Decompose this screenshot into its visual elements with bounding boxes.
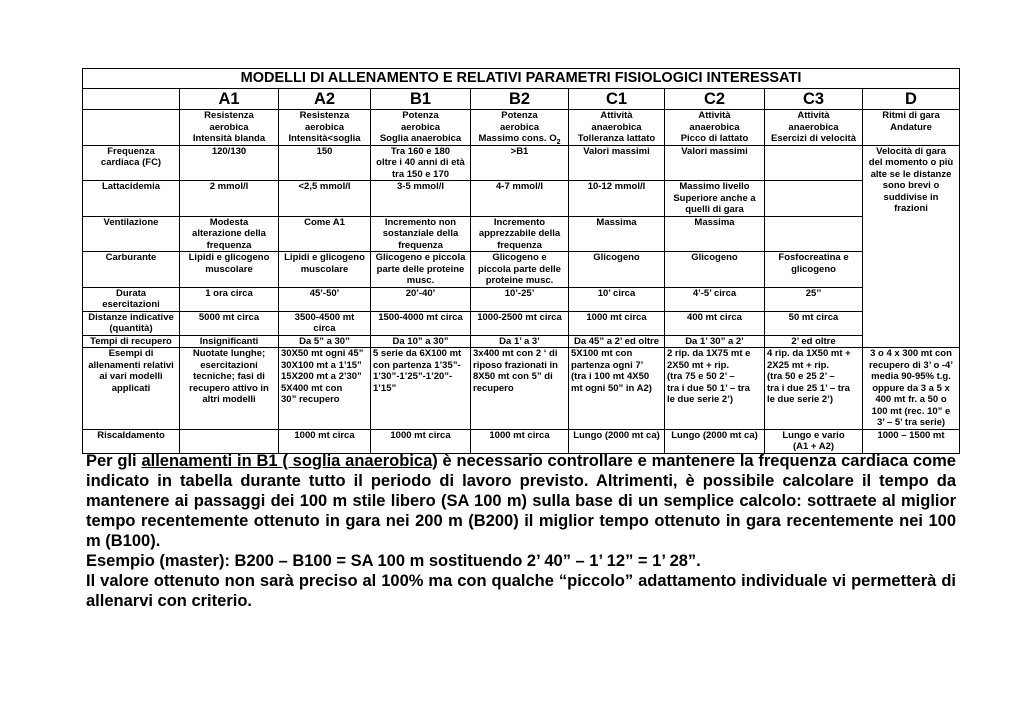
model-code-d: D (863, 89, 960, 110)
model-descriptor-c2: Attività anaerobica Picco di lattato (665, 110, 765, 146)
table-cell: 1000-2500 mt circa (471, 311, 569, 335)
table-cell: 5000 mt circa (180, 311, 279, 335)
row-label: Frequenza cardiaca (FC) (83, 145, 180, 181)
model-code-c1: C1 (569, 89, 665, 110)
table-cell: <2,5 mmol/l (279, 181, 371, 217)
table-cell (765, 181, 863, 217)
table-cell: Da 10” a 30” (371, 335, 471, 348)
warmup-cell: Lungo (2000 mt ca) (665, 429, 765, 453)
table-cell: 150 (279, 145, 371, 181)
table-cell: 20’-40’ (371, 287, 471, 311)
underlined-phrase: allenamenti in B1 ( soglia anaerobica) (141, 452, 438, 470)
example-cell: 3x400 mt con 2 ‘ di riposo frazionati in 8X50 mt con 5” di recupero (471, 348, 569, 430)
row-label: Carburante (83, 252, 180, 288)
model-descriptor-a2: Resistenza aerobica Intensità<soglia (279, 110, 371, 146)
model-code-b1: B1 (371, 89, 471, 110)
model-descriptor-b2: Potenza aerobica Massimo cons. $O_2$ (471, 110, 569, 146)
header-corner-cell (83, 89, 180, 110)
table-cell: Incremento non sostanziale della frequenza (371, 216, 471, 252)
table-cell: Glicogeno e piccola parte delle proteine musc. (371, 252, 471, 288)
table-row (83, 181, 960, 217)
table-cell: Da 1’ 30” a 2’ (665, 335, 765, 348)
model-descriptor-a1: Resistenza aerobica Intensità blanda (180, 110, 279, 146)
row-label: Riscaldamento (83, 429, 180, 453)
table-title: MODELLI DI ALLENAMENTO E RELATIVI PARAMETRI FISIOLOGICI INTERESSATI (83, 69, 960, 89)
model-descriptor-b1: Potenza aerobica Soglia anaerobica (371, 110, 471, 146)
model-code-c2: C2 (665, 89, 765, 110)
table-cell: Da 1’ a 3’ (471, 335, 569, 348)
example-cell: 5 serie da 6X100 mt con partenza 1’35”- 1’30”-1’25”-1’20”- 1’15” (371, 348, 471, 430)
paragraph-closing: Il valore ottenuto non sarà preciso al 100% ma con qualche “piccolo” adattamento individuale vi permetterà di allenarvi con criterio. (86, 572, 956, 610)
examples-row (83, 348, 960, 430)
row-label: Esempi di allenamenti relativi ai vari modelli applicati (83, 348, 180, 430)
example-cell: Nuotate lunghe; esercitazioni tecniche; fasi di recupero attivo in altri modelli (180, 348, 279, 430)
table-cell: Lipidi e glicogeno muscolare (279, 252, 371, 288)
example-cell: 5X100 mt con partenza ogni 7’ (tra i 100 mt 4X50 mt ogni 50” in A2) (569, 348, 665, 430)
table-cell: Glicogeno e piccola parte delle proteine musc. (471, 252, 569, 288)
table-row (83, 145, 960, 181)
warmup-cell: 1000 – 1500 mt (863, 429, 960, 453)
table-cell: Glicogeno (665, 252, 765, 288)
warmup-cell: 1000 mt circa (279, 429, 371, 453)
table-cell: Glicogeno (569, 252, 665, 288)
model-code-a2: A2 (279, 89, 371, 110)
table-cell: 2 mmol/l (180, 181, 279, 217)
table-cell (765, 145, 863, 181)
table-cell: Massima (569, 216, 665, 252)
row-label: Lattacidemia (83, 181, 180, 217)
table-cell: 2’ ed oltre (765, 335, 863, 348)
table-cell: 50 mt circa (765, 311, 863, 335)
table-cell: Tra 160 e 180 oltre i 40 anni di età tra 150 e 170 (371, 145, 471, 181)
table-cell: 3-5 mmol/l (371, 181, 471, 217)
table-row (83, 287, 960, 311)
table-cell: 45’-50’ (279, 287, 371, 311)
table-row (83, 252, 960, 288)
table-cell: Fosfocreatina e glicogeno (765, 252, 863, 288)
training-models-document (82, 68, 958, 454)
table-cell: 4-7 mmol/l (471, 181, 569, 217)
row-label: Ventilazione (83, 216, 180, 252)
example-cell: 4 rip. da 1X50 mt + 2X25 mt + rip. (tra 50 e 25 2’ – tra i due 25 1’ – tra le due serie 2’) (765, 348, 863, 430)
training-models-table (82, 68, 960, 454)
table-cell: Lipidi e glicogeno muscolare (180, 252, 279, 288)
row-label: Distanze indicative (quantità) (83, 311, 180, 335)
table-cell: 3500-4500 mt circa (279, 311, 371, 335)
table-cell: Da 5” a 30” (279, 335, 371, 348)
table-row (83, 335, 960, 348)
warmup-cell: 1000 mt circa (471, 429, 569, 453)
example-cell: 3 o 4 x 300 mt con recupero di 3’ o -4’ media 90-95% t.g. oppure da 3 a 5 x 400 mt fr. a 50 o 100 mt (rec. 10” e 3’ – 5’ tra serie) (863, 348, 960, 430)
table-cell (765, 216, 863, 252)
table-cell: >B1 (471, 145, 569, 181)
warmup-cell: Lungo e vario (A1 + A2) (765, 429, 863, 453)
d-column-note: Velocità di gara del momento o più alte se le distanze sono brevi o suddivise in frazioni (863, 145, 960, 348)
table-cell: Modesta alterazione della frequenza (180, 216, 279, 252)
table-cell: 400 mt circa (665, 311, 765, 335)
table-cell: 1000 mt circa (569, 311, 665, 335)
table-cell: Valori massimi (665, 145, 765, 181)
paragraph-main: Per gli allenamenti in B1 ( soglia anaerobica) è necessario controllare e mantenere la frequenza cardiaca come indicato in tabella durante tutto il periodo di lavoro previsto. Altrimenti, è possibile calcolare il tempo da mantenere ai passaggi dei 100 m stile libero (SA 100 m) sulla base di un semplice calcolo: sottraete al miglior tempo recentemente ottenuto in gara nei 200 m (B200) il miglior tempo ottenuto in gara recentemente nei 100 m (B100). (86, 452, 956, 550)
table-cell: Insignificanti (180, 335, 279, 348)
example-cell: 30X50 mt ogni 45” 30X100 mt a 1’15” 15X200 mt a 2’30” 5X400 mt con 30” recupero (279, 348, 371, 430)
model-descriptor-d: Ritmi di gara Andature (863, 110, 960, 146)
table-cell: 25’’ (765, 287, 863, 311)
model-descriptor-c1: Attività anaerobica Tolleranza lattato (569, 110, 665, 146)
o2-subscript: 2 (556, 138, 561, 145)
descriptor-corner-cell (83, 110, 180, 146)
table-cell: 4’-5’ circa (665, 287, 765, 311)
table-cell: Massimo livello Superiore anche a quelli di gara (665, 181, 765, 217)
model-code-a1: A1 (180, 89, 279, 110)
table-row (83, 311, 960, 335)
row-label: Tempi di recupero (83, 335, 180, 348)
table-cell: 10’ circa (569, 287, 665, 311)
warmup-row (83, 429, 960, 453)
explanation-paragraph (86, 451, 956, 611)
table-cell: 1500-4000 mt circa (371, 311, 471, 335)
table-cell: Come A1 (279, 216, 371, 252)
table-cell: Massima (665, 216, 765, 252)
model-descriptor-c3: Attività anaerobica Esercizi di velocità (765, 110, 863, 146)
table-cell: 10’-25’ (471, 287, 569, 311)
warmup-cell: Lungo (2000 mt ca) (569, 429, 665, 453)
table-cell: 1 ora circa (180, 287, 279, 311)
example-cell: 2 rip. da 1X75 mt e 2X50 mt + rip. (tra 75 e 50 2’ – tra i due 50 1’ – tra le due serie 2’) (665, 348, 765, 430)
row-label: Durata esercitazioni (83, 287, 180, 311)
table-row (83, 216, 960, 252)
model-code-c3: C3 (765, 89, 863, 110)
paragraph-example: Esempio (master): B200 – B100 = SA 100 m sostituendo 2’ 40” – 1’ 12” = 1’ 28”. (86, 552, 701, 570)
table-cell: Valori massimi (569, 145, 665, 181)
model-code-b2: B2 (471, 89, 569, 110)
table-cell: Incremento apprezzabile della frequenza (471, 216, 569, 252)
table-cell: Da 45” a 2’ ed oltre (569, 335, 665, 348)
warmup-cell: 1000 mt circa (371, 429, 471, 453)
warmup-cell (180, 429, 279, 453)
table-cell: 10-12 mmol/l (569, 181, 665, 217)
table-cell: 120/130 (180, 145, 279, 181)
